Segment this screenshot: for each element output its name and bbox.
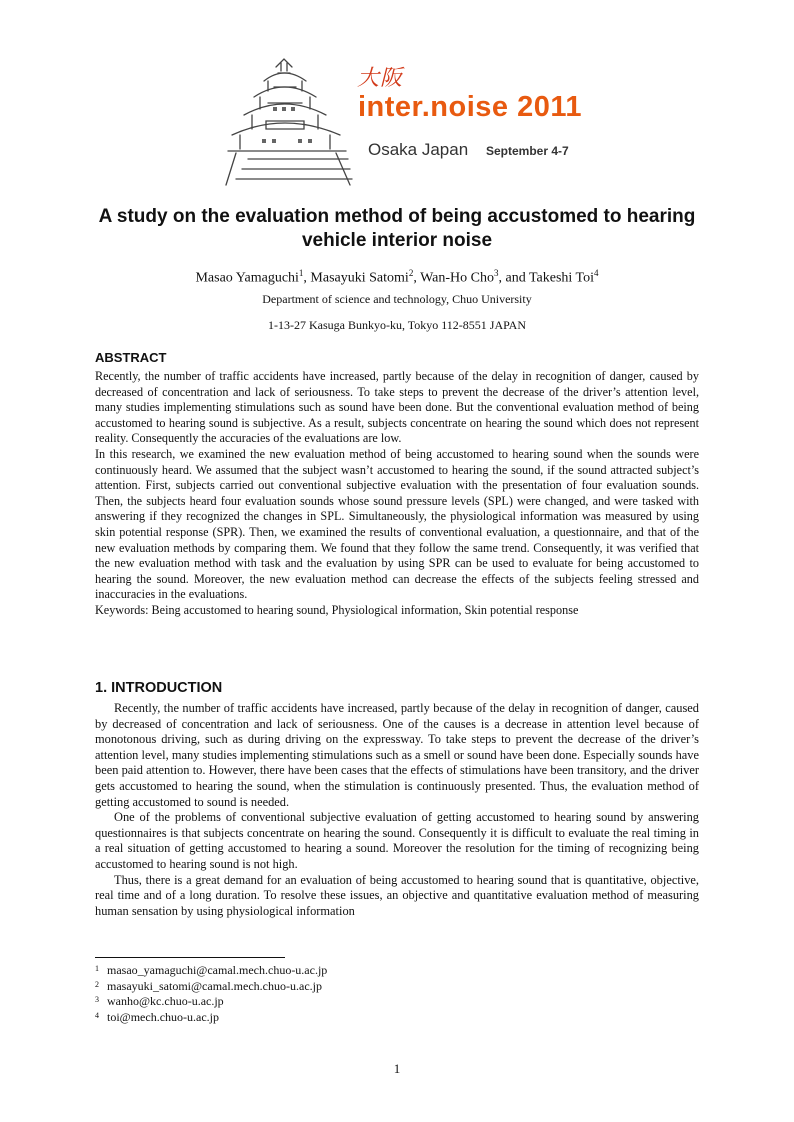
- author-name: Wan-Ho Cho: [420, 270, 494, 286]
- abstract-body: [95, 369, 699, 619]
- footnote-number: 4: [95, 1010, 99, 1020]
- footnote: [95, 963, 327, 979]
- author-name: Masayuki Satomi: [310, 270, 409, 286]
- footnote-number: 2: [95, 979, 99, 989]
- author-name: Takeshi Toi: [528, 270, 595, 286]
- logo-city: Osaka Japan: [368, 140, 469, 159]
- logo-kanji: 大阪: [357, 66, 404, 91]
- address: 1-13-27 Kasuga Bunkyo-ku, Tokyo 112-8551 JAPAN: [267, 318, 527, 332]
- abstract-paragraph: Recently, the number of traffic accidents have increased, partly because of the delay in recognition of danger, caused by decreased of concentration and lack of seriousness. To take steps to prevent the decrease of the driver’s attention level, many studies implementing stimulations such as sound have been done. But the conventional evaluation method of being accustomed to hearing sound is subjective. As a result, subjects concentrate on hearing the sound which does not represent reality. Consequently the accuracies of the evaluations are low.: [95, 369, 699, 446]
- affiliation: Department of science and technology, Chuo University: [262, 292, 532, 306]
- author-separator: ,: [303, 270, 311, 286]
- footnotes: [95, 963, 327, 1025]
- body-paragraph: Recently, the number of traffic accidents have increased, partly because of the delay in recognition of danger, caused by decreased of concentration and lack of seriousness. One of the causes is a decrease in attention level because of monotonous driving, such as during driving on the expressway. To take steps to prevent the decrease of the driver’s attention level, many studies implementing stimulations such as a smell or sound have been done. Especially sounds have been paid attention to. However, there have been cases that the effects of stimulations have been transitory, and the driver gets accustomed to hearing the sound, when the stimulation is continuously presented. Thus, the evaluation method of getting accustomed to sound is needed.: [95, 701, 699, 809]
- logo-conference-name: inter.noise 2011: [358, 91, 583, 123]
- paper-title: A study on the evaluation method of being accustomed to hearing vehicle interior noise: [98, 206, 696, 251]
- footnote-email: toi@mech.chuo-u.ac.jp: [107, 1009, 220, 1024]
- footnote: [95, 994, 327, 1010]
- footnote-number: 3: [95, 995, 99, 1004]
- abstract-paragraph: In this research, we examined the new evaluation method of being accustomed to hearing sound when the sounds were continuously heard. We assumed that the subject wasn’t accustomed to hearing the sound, if the sound attracted subject’s attention. First, subjects carried out conventional subjective evaluation with the presentation of four evaluation sounds. Then, the subjects heard four evaluation sounds whose sound pressure levels (SPL) were changed, and were tasked with answering if they recognized the changes in SPL. Simultaneously, the physiological information was measured by using skin potential response (SPR). Then, we examined the results of conventional evaluation, a questionnaire, and that of the new evaluation methods by comparing them. We found that they follow the same trend. Consequently, it was verified that the new evaluation method with task and the evaluation by using SPR can be used to evaluate for being accustomed to hearing the sound. Moreover, the new evaluation method can decrease the effects of the subjects feeling stressed and inaccuracies in the evaluations.: [95, 446, 699, 602]
- author-separator: , and: [498, 270, 529, 286]
- footnote-divider: [95, 957, 285, 958]
- footnote-email: masao_yamaguchi@camal.mech.chuo-u.ac.jp: [107, 963, 328, 977]
- body-paragraph: Thus, there is a great demand for an evaluation of being accustomed to hearing sound that is quantitative, objective, real time and of a long duration. To resolve these issues, an objective and quantitative evaluation method of measuring human sensation by using physiological information: [95, 872, 699, 918]
- author-list: [80, 268, 714, 287]
- author-affil-marker: 2: [408, 268, 414, 278]
- author-affil-marker: 3: [493, 268, 499, 278]
- conference-logo: [218, 55, 588, 195]
- author-name: Masao Yamaguchi: [195, 270, 299, 286]
- osaka-castle-sketch-icon: [218, 55, 358, 190]
- author-affil-marker: 1: [298, 268, 304, 278]
- footnote: [95, 1010, 327, 1026]
- page-number: 1: [393, 1061, 401, 1076]
- abstract-heading: ABSTRACT: [95, 350, 167, 365]
- footnote-email: wanho@kc.chuo-u.ac.jp: [107, 994, 224, 1008]
- author-affil-marker: 4: [594, 268, 599, 278]
- footnote: [95, 979, 327, 995]
- section-heading-introduction: 1. INTRODUCTION: [95, 680, 223, 696]
- body-paragraph: One of the problems of conventional subjective evaluation of getting accustomed to hearing sound by answering questionnaires is that subjects concentrate on hearing the sound. Consequently it is difficult to evaluate the real timing in a real situation of getting accustomed to hearing a sound. Moreover the resolution for the timing of recognizing being accustomed to hearing sound is not high.: [95, 810, 699, 871]
- author-separator: ,: [413, 270, 421, 286]
- footnote-number: 1: [95, 964, 99, 973]
- keywords: Keywords: Being accustomed to hearing sound, Physiological information, Skin potential response: [95, 602, 579, 617]
- introduction-body: [95, 701, 699, 919]
- logo-dates: September 4-7: [486, 144, 569, 158]
- footnote-email: masayuki_satomi@camal.mech.chuo-u.ac.jp: [107, 978, 322, 993]
